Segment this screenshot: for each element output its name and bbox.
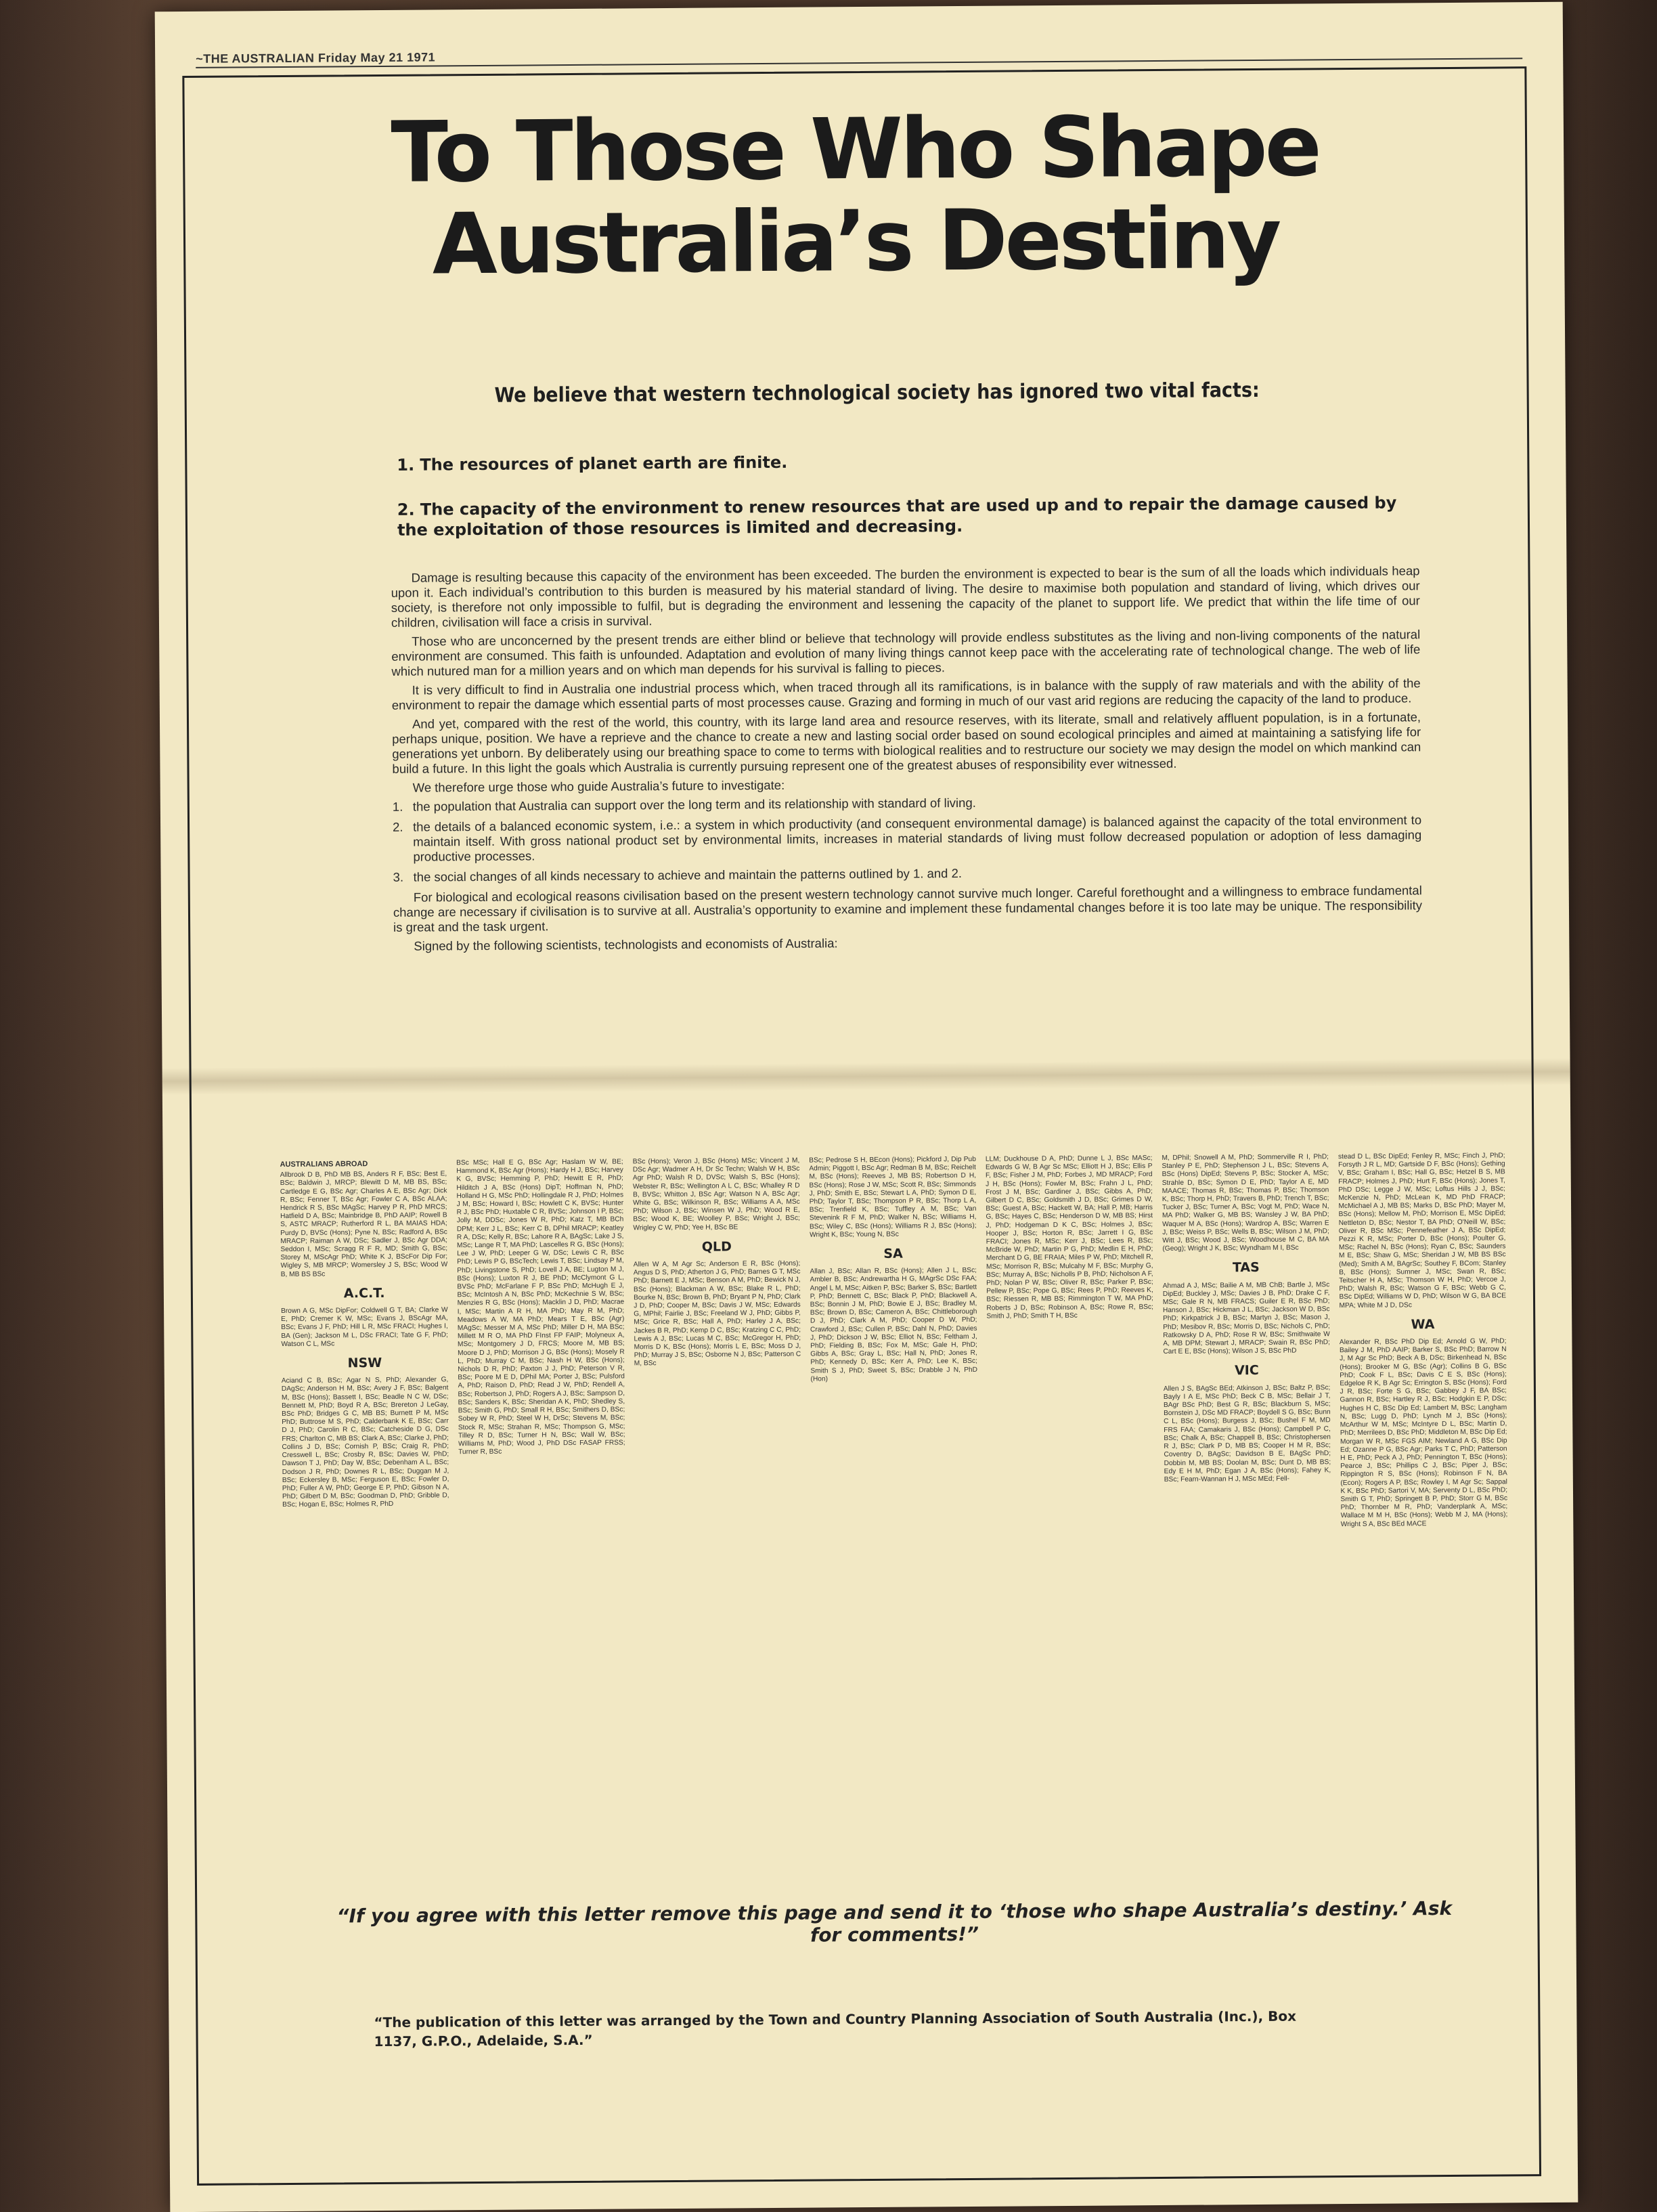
signatory-list: BSc; Pedrose S H, BEcon (Hons); Pickford J, Dip Pub Admin; Piggott I, BSc Agr; Redman B M, BSc; Reichelt M, BSc (Hons); Reeves J, MB BS; Robertson D H, BSc (Hons); Rose J W, MSc; Scott R, BSc; Simmonds J, PhD; Smith E, BSc; Stewart L A, PhD; Symon D E, PhD; Taylor T, BSc; Thompson P R, BSc; Thorp L A, BSc; Trenfield K, BSc; Tuffley A M, BSc; Van Stevenink R F M, PhD; Walker N, BSc; Williams H, BSc; Wiley C, BSc (Hons); Williams R J, BSc (Hons); Wright K, BSc; Young N, BSc — [809, 1155, 977, 1239]
letter-body — [391, 563, 1422, 958]
signatory-list: Ahmad A J, MSc; Bailie A M, MB ChB; Bartle J, MSc DipEd; Buckley J, MSc; Davies J B, PhD; Drake C F, MSc; Gale R N, MB FRACS; Guiler E R, BSc PhD; Hanson J, BSc; Hickman J L, BSc; Jackson W D, BSc PhD; Kirkpatrick J B, BSc; Martyn J, BSc; Mason J, PhD; Mesibov R, BSc; Morris D, BSc; Nichols C, PhD; Ratkowsky D A, PhD; Rose R W, BSc; Smithwaite W A, MB DPM; Stewart J, MRACP; Swain R, BSc PhD; Cart E E, BSc (Hons); Wilson J S, BSc PhD — [1162, 1280, 1330, 1356]
list-text: the population that Australia can support over the long term and its relationship with standard of living. — [412, 795, 976, 814]
signatory-column — [1338, 1152, 1509, 1810]
signatory-list: BSc (Hons); Veron J, BSc (Hons) MSc; Vincent J M, DSc Agr; Wadmer A H, Dr Sc Techn; Walsh W H, BSc Agr PhD; Walsh R D, DVSc; Walsh S, BSc (Hons); Webster R, BSc; Wellington A L C, BSc; Whalley R D B, BVSc; Whitton J, BSc Agr; Watson N A, BSc Agr; White G, BSc; Wilkinson R, BSc; Williams A A, MSc PhD; Wilson J, BSc; Winsen W J, PhD; Wood R E, BSc; Wood K, BE; Woolley P, BSc; Wright J, BSc; Wrigley C W, PhD; Yee H, BSc BE — [632, 1156, 800, 1232]
signatory-column — [1162, 1153, 1333, 1811]
list-item — [393, 863, 1422, 885]
paragraph: And yet, compared with the rest of the world, this country, with its large land area and resource reserves, with its literate, small and relatively affluent population, is in a fortunate, perhaps unique, position. We have a reprieve and the chance to create a new and lasting social order based on sound ecological principles and aimed at maintaining a satisfying life for generations yet unborn. By deliberately using our breathing space to come to terms with biological realities and to restructure our society we may design the model on which mankind can build a future. In this light the goals which Australia is currently pursuing represent one of the greatest abuses of responsibility ever witnessed. — [392, 710, 1421, 776]
signatory-column — [280, 1159, 451, 1817]
investigation-list — [393, 792, 1422, 885]
signatory-list: stead D L, BSc DipEd; Fenley R, MSc; Finch J, PhD; Forsyth J R L, MD; Gartside D F, BSc (Hons); Gething V, BSc; Graham I, BSc; Hall G, BSc; Hetzel B S, MB FRACP; Holmes J, PhD; Hurt F, BSc (Hons); Jones T, PhD DSc; Legge J W, MSc; Loftus Hills J J, BSc; McKenzie N, PhD; McLean K, MD PhD FRACP; McMichael A J, MB BS; Marks D, BSc PhD; Mayer M, BSc (Hons); Mellow M, PhD; Morrison E, MSc DipEd; Nettleton D, BSc; Nestor T, BA PhD; O'Neill W, BSc; Oliver R, BSc MSc; Pennefeather J A, BSc DipEd; Pezzi K R, MSc; Porter D, BSc (Hons); Poulter G, MSc; Rachel N, BSc (Hons); Ryan C, BSc; Saunders M E, BSc; Shaw G, MSc; Sheridan J W, MB BS BSc (Med); Smith A M, BAgrSc; Southey F, BCom; Stanley B, BSc (Hons); Sumner J, MSc; Swan R, BSc; Teitscher H A, MSc; Thomson W H, PhD; Vercoe J, PhD; Walsh R, BSc; Watson G F, BSc; Webb G C, BSc DipEd; Williams W D, PhD; Wilson W G, BA BCE MPA; White M J D, DSc — [1338, 1152, 1507, 1309]
state-heading-nsw: NSW — [347, 1356, 382, 1371]
paragraph: We therefore urge those who guide Australia’s future to investigate: — [412, 777, 785, 795]
fact-text: The capacity of the environment to renew resources that are used up and to repair the damage caused by the exploitation of those resources is limited and decreasing. — [397, 493, 1397, 540]
paragraph: Damage is resulting because this capacity of the environment has been exceeded. The burden the environment is expected to bear is the sum of all the loads which individuals heap upon it. Each individual’s contribution to this burden is measured by his material standard of living. The desire to maximise both population and standard of living, which drives our society, is therefore not only impossible to fulfil, but is degrading the environment and lessening the capacity of the planet to support life. We predict that within the life time of our children, civilisation will face a crisis in survival. — [391, 563, 1420, 630]
headline-line-1: To Those Who Shape — [391, 97, 1320, 202]
list-number: 2. — [393, 819, 403, 834]
fact-text: The resources of planet earth are finite. — [420, 452, 788, 475]
signatory-column — [986, 1154, 1157, 1813]
signatory-column — [809, 1156, 980, 1814]
state-heading-sa: SA — [883, 1246, 903, 1261]
signatory-list: LLM; Duckhouse D A, PhD; Dunne L J, BSc MASc; Edwards G W, B Agr Sc MSc; Elliott H J, BSc; Ellis P F, BSc; Fisher J M, PhD; Forbes J, MD MRACP; Ford J H, BSc (Hons); Fowler M, BSc; Frahn J L, PhD; Frost J M, BSc; Gardiner J, BSc; Gibbs A, PhD; Gilbert D C, BSc; Goldsmith J D, BSc; Grimes D W, BSc; Guest A, BSc; Hackett W, BA; Hall P, MB; Harris G, BSc; Hayes C, BSc; Henderson D W, MB BS; Hirst J, PhD; Hodgeman D K C, BSc; Holmes J, BSc; Hooper J, BSc; Horton R, BSc; Jarrett I G, BSc FRACI; Jones R, MSc; Kerr J, BSc; Lees R, BSc; McBride W, PhD; Martin P G, PhD; Medlin E H, PhD; Merchant D G, BE FRAIA; Miles P W, PhD; Mitchell R, MSc; Morrison R, BSc; Mulcahy M F, BSc; Murphy G, BSc; Murray A, BSc; Nicholls P B, PhD; Nicholson A F, PhD; Nolan P W, BSc; Oliver R, BSc; Parker P, BSc; Pellew P, BSc; Pope G, BSc; Rees P, PhD; Reeves K, BSc; Riessen R, MB BS; Rimmington T W, MA PhD; Roberts J D, BSc; Robinson A, BSc; Rowe R, BSc; Smith J, PhD; Smith T H, BSc — [985, 1154, 1154, 1320]
section-heading: AUSTRALIANS ABROAD — [280, 1160, 368, 1169]
state-heading-vic: VIC — [1234, 1363, 1259, 1379]
state-heading-qld: QLD — [701, 1239, 732, 1255]
signatory-column — [633, 1157, 804, 1815]
signatories-columns — [280, 1152, 1510, 1817]
headline — [185, 99, 1526, 292]
call-to-action-quote: “If you agree with this letter remove this page and send it to ‘those who shape Australia’s destiny.’ Ask for comments!” — [336, 1896, 1453, 1947]
fact-number: 2. — [397, 500, 415, 519]
fact-2 — [397, 492, 1419, 540]
signatory-list: Allbrook D B, PhD MB BS, Anders R F, BSc; Best E, BSc; Baldwin J, MRCP; Blewitt D M, MB BS, BSc; Cartledge E G, BSc Agr; Charles A E, BSc Agr; Dick R, BSc; Fenner T, BSc Agr; Fowler C A, BSc ALAA; Hendrick R S, BSc MAgSc; Harvey P R, PhD MRCS; Hatfield D A, BSc; Mainbridge B, PhD AAIP; Rowell B S, ASTC MRACP; Rutherford R L, BA MAIAS HDA; Purdy D, BVSc (Hons); Pyne N, BSc; Radford A, BSc MRACP; Raiman A W, DSc; Sadler J, BSc Agr DDA; Seddon I, MSc; Scragg R F R, MD; Smith G, BSc; Storey M, MScAgr PhD; White K J, BScFor Dip For; Wigley S, MB MRCP; Womersley J S, BSc; Wood W B, MB BS BSc — [280, 1170, 448, 1278]
paragraph: For biological and ecological reasons civilisation based on the present western technology cannot survive much longer. Careful forethought and a willingness to embrace fundamental change are necessary if civilisation is to survive at all. Australia’s opportunity to examine and implement these fundamental changes before it is too late may be unique. The responsibility is great and the task urgent. — [393, 883, 1423, 934]
list-item — [393, 812, 1421, 865]
signed-by-line: Signed by the following scientists, technologists and economists of Australia: — [414, 936, 838, 953]
signatory-list: BSc MSc; Hall E G, BSc Agr; Haslam W W, BE; Hammond K, BSc Agr (Hons); Hardy H J, BSc; Harvey K G, BVSc; Hemming P, PhD; Hewitt E R, PhD; Hilditch J A, BSc (Hons) DipT; Hoffman N, PhD; Holland H G, MSc PhD; Hollingdale R J, PhD; Holmes J M, BSc; Howard I, BSc; Howlett C K, BVSc; Hunter R J, BSc PhD; Huxtable C R, BVSc; Johnson I P, BSc; Jolly M, DDSc; Jones W R, PhD; Katz T, MB BCh DPM; Kerr J L, BSc; Kerr C B, DPhil MRACP; Keatley R A, DSc; Kelly R, BSc; Lahore R A, BAgSc; Lake J S, MSc; Lange R T, MA PhD; Lascelles R G, BSc (Hons); Lee J W, PhD; Leeper G W, DSc; Lewis C R, BSc PhD; Lewis P G, BScTech; Lewis T, BSc; Lindsay P M, PhD; Livingstone S, PhD; Lovell J A, BE; Lugton M J, BSc (Hons); Luxton R J, BE PhD; McClymont G L, BVSc PhD; McFarlane F P, BSc PhD; McHugh E J, BSc; McIntosh A N, BSc PhD; McKechnie S W, BSc; Menzies R G, BSc (Hons); Macklin J D, PhD; Macrae I, MSc; Martin A R H, MA PhD; May R M, PhD; Meadows A W, MA PhD; Mears T E, BSc (Agr) MAgSc; Messer M A, MSc PhD; Miller D H, MA BSc; Millett M R O, MA PhD FInst FP FAIP; Molyneux A, MSc; Montgomery J D, FRCS; Moore M, MB BS; Moore D J, PhD; Morrison J G, BSc (Hons); Mosely R L, PhD; Murray C M, BSc; Nash H W, BSc (Hons); Nichols D R, PhD; Paxton J J, PhD; Peterson V R, BSc; Poore M E D, DPhil MA; Porter J, BSc; Pulsford A, PhD; Raison D, PhD; Read J W, PhD; Rendell A, BSc; Robertson J, PhD; Rogers A J, BSc; Sampson D, BSc; Sanders K, BSc; Sheridan A K, PhD; Shedley S, BSc; Smith G, PhD; Small R H, BSc; Smithers D, BSc; Sobey W R, PhD; Steel W H, DrSc; Stevens M, BSc; Stock R, MSc; Strahan R, MSc; Thompson G, MSc; Tilley R D, BSc; Turner H N, BSc; Wall W, BSc; Williams M, PhD; Wood J, PhD DSc FASAP FRSS; Turner R, BSc — [456, 1158, 625, 1456]
fact-1 — [397, 448, 1419, 475]
newspaper-page — [155, 2, 1578, 2212]
signatory-list: Aciand C B, BSc; Agar N S, PhD; Alexander G, DAgSc; Anderson H M, BSc; Avery J F, BSc; Balgent M, BSc (Hons); Bassett I, BSc; Beadle N C W, DSc; Bennett M, PhD; Boyd R A, BSc; Brereton J LeGay, BSc PhD; Bridges G C, MB BS; Burnett P M, MSc PhD; Buttrose M S, PhD; Calderbank K E, BSc; Carr D J, PhD; Carolin R C, BSc; Catcheside D G, DSc FRS; Charlton C, MB BS; Clark A, BSc; Clarke J, PhD; Collins J D, BSc; Cornish P, BSc; Craig R, PhD; Cresswell L, BSc; Crosby R, BSc; Davies W, PhD; Dawson T J, PhD; Day W, BSc; Debenham A L, BSc; Dodson J R, PhD; Downes R L, BSc; Duggan M J, BSc; Eckersley B, MSc; Ferguson E, BSc; Fowler D, PhD; Fuller A W, PhD; George E P, PhD; Gibson N A, PhD; Gilbert D M, BSc; Goodman D, PhD; Gribble D, BSc; Hogan E, BSc; Holmes R, PhD — [281, 1376, 449, 1509]
signatory-list: Alexander R, BSc PhD Dip Ed; Arnold G W, PhD; Bailey J M, PhD AAIP; Barker S, BSc PhD; Barrow N J, M Agr Sc PhD; Beck A B, DSc; Birkenhead N, BSc (Hons); Brooker M G, BSc (Agr); Collins B G, BSc PhD; Cook F L, BSc; Davis C E S, BSc (Hons); Edgeloe R K, B Agr Sc; Errington S, BSc (Hons); Ford J R, BSc; Forte S G, BSc; Gabbey J F, BA BSc; Gannon R, BSc; Hartley R J, BSc; Hodgkin E P, DSc; Hughes H C, BSc Dip Ed; Lambert M, BSc; Langham N, BSc; Lugg D, PhD; Lynch M J, BSc (Hons); McArthur W M, MSc; McIntyre D L, BSc; Martin D, PhD; Merrilees D, BSc PhD; Middleton M, BSc Dip Ed; Morgan W R, MSc FGS AIM; Newland A G, BSc Dip Ed; Ozanne P G, BSc Agr; Parks T C, PhD; Patterson H E, PhD; Peck A J, PhD; Pennington T, BSc (Hons); Pearce J, BSc; Phillips C J, BSc; Piper J, BSc; Rippington R S, BSc (Hons); Robinson F N, BA (Econ); Rogers A P, BSc; Rowley I, M Agr Sc; Sappal K K, BSc PhD; Sartori V, MA; Serventy D L, BSc PhD; Smith G T, PhD; Springett B P, PhD; Storr G M, BSc PhD; Thornber M R, PhD; Vanderplank A, MSc; Wallace M M H, BSc (Hons); Webb M J, MA (Hons); Wright S A, BSc BEd MACE — [1339, 1337, 1508, 1528]
state-heading-wa: WA — [1411, 1317, 1435, 1332]
state-heading-tas: TAS — [1232, 1260, 1260, 1276]
list-number: 1. — [392, 799, 403, 814]
list-number: 3. — [393, 869, 404, 884]
state-heading-act: A.C.T. — [343, 1285, 385, 1301]
publication-note: “The publication of this letter was arranged by the Town and Country Planning Association of South Australia (Inc.), Box 1137, G.P.O., Adelaide, S.A.” — [374, 2008, 1297, 2050]
signatory-list: Allan J, BSc; Allan R, BSc (Hons); Allen J L, BSc; Ambler B, BSc; Andrewartha H G, MAgrSc DSc FAA; Angel L M, MSc; Aitken P, BSc; Barker S, BSc; Bartlett P, PhD; Bennett C, BSc; Black P, PhD; Blackwell A, BSc; Bonnin J M, PhD; Bowie E J, BSc; Bradley M, BSc; Brown D, BSc; Cameron A, BSc; Chittleborough D J, PhD; Clark A M, PhD; Cooper D W, PhD; Crawford J, BSc; Cullen P, BSc; Dahl N, PhD; Davies J, PhD; Dickson J W, BSc; Elliot N, BSc; Feltham J, PhD; Fielding B, BSc; Fox M, MSc; Gale H, PhD; Gibbs A, BSc; Gray L, BSc; Hall N, PhD; Jones R, PhD; Kennedy D, BSc; Kerr A, PhD; Lee K, BSc; Smith S J, PhD; Sweet S, BSc; Drabble J N, PhD (Hon) — [810, 1267, 978, 1383]
lead-statement: We believe that western technological society has ignored two vital facts: — [494, 378, 1260, 408]
list-item — [393, 792, 1421, 815]
signatory-column — [456, 1158, 627, 1817]
list-text: the social changes of all kinds necessary to achieve and maintain the patterns outlined by 1. and 2. — [413, 866, 963, 884]
signatory-list: M, DPhil; Snowell A M, PhD; Sommerville R I, PhD; Stanley P E, PhD; Stephenson J L, BSc; Stevens A, BSc (Hons) DipEd; Stevens P, BSc; Stocker A, MSc; Strahle D, BSc; Symon D E, PhD; Taylor A E, MD MAACE; Thomas R, BSc; Thomas P, BSc; Thomson K, BSc; Thorp H, PhD; Travers B, PhD; Trench T, BSc; Tucker J, BSc; Turner A, BSc; Vogt M, PhD; Wace N, MA PhD; Walker G, MB BS; Wansley J W, BA PhD; Waquer M A, BSc (Hons); Wardrop A, BSc; Warren E J, BSc; Weiss P, BSc; Wells B, BSc; Wilson J M, PhD; Witt J, BSc; Wood J, BSc; Woodhouse M C, BA MA (Geog); Wright J K, BSc; Wyndham M I, BSc — [1162, 1153, 1329, 1253]
fact-number: 1. — [397, 455, 415, 475]
signatory-list: Allen J S, BAgSc BEd; Atkinson J, BSc; Baltz P, BSc; Bayly I A E, MSc PhD; Beck C B, MSc; Bellair J T, BAgr BSc PhD; Best G R, BSc; Blackburn S, MSc; Bornstein J, DSc MD FRACP; Boydell S G, BSc; Bunn C L, BSc (Hons); Burgess J, BSc; Bushel F M, MD FRS FAA; Camakaris J, BSc (Hons); Campbell P C, BSc; Chalk A, BSc; Chappell B, BSc; Christophersen R J, BSc; Clark P D, MB BS; Cooper H M R, BSc; Coventry D, BAgSc; Davidson B E, BAgSc PhD; Dobbin M, MB BS; Doolan M, BSc; Dunt D, MB BS; Edy E H M, PhD; Egan J A, BSc (Hons); Fahey K, BSc; Fearn-Wannan H J, MSc MEd; Fell- — [1163, 1383, 1331, 1483]
list-text: the details of a balanced economic system, i.e.: a system in which productivity (and consequent environmental damage) is balanced against the capacity of the total environment to maintain itself. With gross national product set by environmental limits, increases in material standards of living must follow decreased population or adoption of less damaging productive processes. — [413, 812, 1422, 864]
masthead: ~THE AUSTRALIAN Friday May 21 1971 — [196, 50, 436, 66]
headline-line-2: Australia’s Destiny — [432, 190, 1279, 294]
signatory-list: Allen W A, M Agr Sc; Anderson E R, BSc (Hons); Angus D S, PhD; Atherton J G, PhD; Barnes G T, MSc PhD; Barnett E J, MSc; Benson A M, PhD; Bewick N J, BSc (Hons); Blackman A W, BSc; Blake R L, PhD; Bourke N, BSc; Brown B, PhD; Bryant P N, PhD; Clark J D, PhD; Cooper M, BSc; Davis J W, MSc; Edwards G, MPhil; Fairlie J, BSc; Freeland W J, PhD; Gibbs P, MSc; Grice R, BSc; Hall A, PhD; Harley J A, BSc; Jackes B R, PhD; Kemp D C, BSc; Kratzing C C, PhD; Lewis A J, BSc; Lucas M C, BSc; McGregor H, PhD; Morris D K, BSc (Hons); Morris L E, BSc; Moss D J, PhD; Murray J S, BSc; Osborne N J, BSc; Patterson C M, BSc — [633, 1259, 801, 1368]
advertisement-frame — [182, 66, 1541, 2186]
paragraph: Those who are unconcerned by the present trends are either blind or believe that technology will provide endless substitutes as the living and non-living components of the natural environment are consumed. This faith is unfounded. Adaptation and evolution of many living things cannot keep pace with the accelerating rate of technological change. The web of life which nutured man for a million years and on which man depends for his survival is falling to pieces. — [391, 627, 1421, 678]
paragraph: It is very difficult to find in Australia one industrial process which, when traced through all its ramifications, is in balance with the supply of raw materials and with the ability of the environment to repair the damage which essential parts of most processes cause. Grazing and forming in much of our vast arid regions are reducing the capacity of the land to produce. — [391, 676, 1421, 712]
signatory-list: Brown A G, MSc DipFor; Coldwell G T, BA; Clarke W E, PhD; Cremer K W, MSc; Evans J, BScAgr MA, BSc; Evans J F, PhD; Hill L R, MSc FRACI; Hughes I, BA (Gen); Jackson M L, DSc FRACI; Tate G F, PhD; Watson C L, MSc — [281, 1306, 448, 1348]
